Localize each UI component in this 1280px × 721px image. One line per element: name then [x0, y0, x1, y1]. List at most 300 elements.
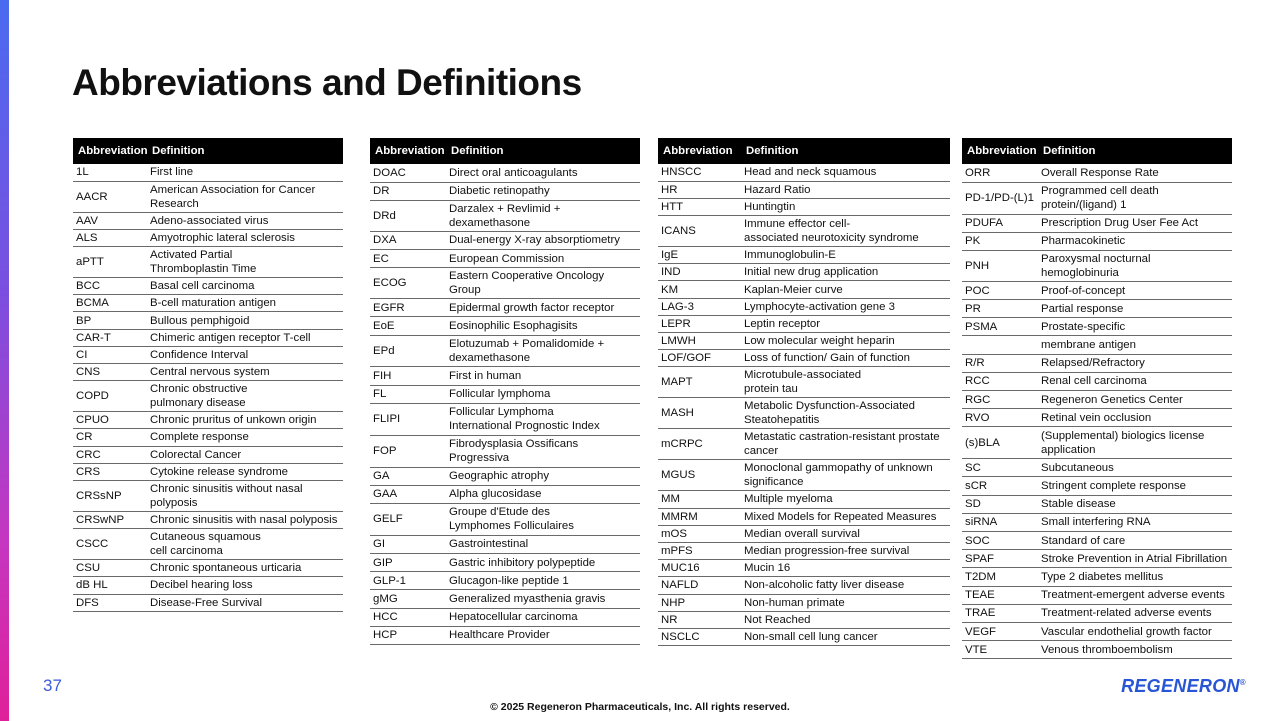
logo-text: REGENERON	[1121, 676, 1240, 696]
page-number: 37	[43, 676, 62, 695]
definition-cell: European Commission	[446, 250, 640, 268]
table-row	[962, 164, 1232, 182]
table-row	[962, 622, 1232, 640]
definition-cell: Direct oral anticoagulants	[446, 164, 640, 182]
definition-cell: Bullous pemphigoid	[147, 312, 343, 329]
definition-cell: Chronic sinusitis without nasal polyposis	[147, 480, 343, 511]
abbreviation-cell: MM	[658, 491, 741, 508]
table-row	[370, 435, 640, 467]
definition-cell: Kaplan-Meier curve	[741, 281, 950, 298]
abbreviation-cell: PR	[962, 300, 1038, 318]
abbreviation-cell: PDUFA	[962, 214, 1038, 232]
definition-cell: Colorectal Cancer	[147, 446, 343, 463]
abbreviation-cell: NHP	[658, 594, 741, 611]
definition-cell: Decibel hearing loss	[147, 577, 343, 594]
table-row	[962, 427, 1232, 459]
table-row	[370, 403, 640, 435]
definition-cell: B-cell maturation antigen	[147, 295, 343, 312]
abbreviation-cell: GI	[370, 535, 446, 553]
definition-cell: Paroxysmal nocturnal hemoglobinuria	[1038, 250, 1232, 281]
table-row	[658, 247, 950, 264]
definition-cell: Multiple myeloma	[741, 491, 950, 508]
page-title: Abbreviations and Definitions	[72, 62, 582, 103]
table-row	[73, 329, 343, 346]
abbreviation-cell: AACR	[73, 181, 147, 212]
abbreviation-cell: ORR	[962, 164, 1038, 182]
definition-cell: Chronic sinusitis with nasal polyposis	[147, 511, 343, 528]
table-header-row	[962, 138, 1232, 164]
table-row	[658, 542, 950, 559]
abbreviation-cell: GA	[370, 467, 446, 485]
definition-cell: Metastatic castration-resistant prostate cancer	[741, 429, 950, 460]
table-row	[962, 604, 1232, 622]
definition-cell: Non-alcoholic fatty liver disease	[741, 577, 950, 594]
definition-cell: Generalized myasthenia gravis	[446, 590, 640, 608]
abbreviation-cell: RGC	[962, 391, 1038, 409]
abbreviation-table-2	[370, 138, 640, 645]
abbreviation-cell: gMG	[370, 590, 446, 608]
abbreviation-header: Abbreviation	[370, 138, 446, 164]
abbreviation-cell: VEGF	[962, 622, 1038, 640]
definition-cell: Lymphocyte-activation gene 3	[741, 298, 950, 315]
abbreviation-cell: COPD	[73, 381, 147, 412]
table-row	[370, 608, 640, 626]
abbreviation-cell: POC	[962, 281, 1038, 299]
definition-cell: Proof-of-concept	[1038, 281, 1232, 299]
abbreviation-cell: MMRM	[658, 508, 741, 525]
abbreviation-header: Abbreviation	[962, 138, 1038, 164]
table-row	[658, 181, 950, 198]
table-row	[370, 626, 640, 644]
definition-cell: American Association for Cancer Research	[147, 181, 343, 212]
abbreviation-cell: MASH	[658, 398, 741, 429]
definition-cell: Complete response	[147, 429, 343, 446]
definition-cell: Glucagon-like peptide 1	[446, 572, 640, 590]
table-row	[658, 164, 950, 181]
table-row	[370, 268, 640, 299]
table-row	[658, 460, 950, 491]
table-row	[73, 381, 343, 412]
abbreviation-cell: DXA	[370, 231, 446, 249]
definition-cell: Loss of function/ Gain of function	[741, 350, 950, 367]
table-row	[962, 250, 1232, 281]
abbreviation-cell: NSCLC	[658, 628, 741, 645]
table-row	[962, 495, 1232, 513]
abbreviation-cell: FIH	[370, 367, 446, 385]
definition-cell: Mucin 16	[741, 560, 950, 577]
definition-cell: Microtubule-associated protein tau	[741, 367, 950, 398]
definition-cell: Mixed Models for Repeated Measures	[741, 508, 950, 525]
table-row	[370, 535, 640, 553]
registered-mark: ®	[1239, 678, 1246, 687]
abbreviation-cell: T2DM	[962, 568, 1038, 586]
definition-cell: Diabetic retinopathy	[446, 182, 640, 200]
definition-cell: Hepatocellular carcinoma	[446, 608, 640, 626]
abbreviation-table-3	[658, 138, 950, 646]
abbreviation-cell: SC	[962, 459, 1038, 477]
abbreviation-cell: CRC	[73, 446, 147, 463]
abbreviation-cell: CRSwNP	[73, 511, 147, 528]
table-row	[370, 231, 640, 249]
abbreviation-cell: HR	[658, 181, 741, 198]
definition-cell: (Supplemental) biologics license application	[1038, 427, 1232, 459]
abbreviation-cell: FOP	[370, 435, 446, 467]
definition-cell: Programmed cell death protein/(ligand) 1	[1038, 182, 1232, 214]
definition-cell: Cytokine release syndrome	[147, 463, 343, 480]
table-row	[73, 560, 343, 577]
table-row	[658, 216, 950, 247]
definition-cell: Non-small cell lung cancer	[741, 628, 950, 645]
table-row	[962, 409, 1232, 427]
abbreviation-cell: DFS	[73, 594, 147, 611]
table-row	[962, 477, 1232, 495]
table-header-row	[73, 138, 343, 164]
abbreviation-cell: EPd	[370, 335, 446, 367]
definition-header: Definition	[741, 138, 950, 164]
definition-cell: Confidence Interval	[147, 346, 343, 363]
table-row	[962, 372, 1232, 390]
abbreviation-cell: siRNA	[962, 513, 1038, 531]
table-row	[658, 350, 950, 367]
table-row	[73, 594, 343, 611]
definition-cell: Leptin receptor	[741, 315, 950, 332]
table-row	[370, 299, 640, 317]
definition-cell: Type 2 diabetes mellitus	[1038, 568, 1232, 586]
definition-header: Definition	[1038, 138, 1232, 164]
definition-cell: Monoclonal gammopathy of unknown significance	[741, 460, 950, 491]
abbreviation-cell: IgE	[658, 247, 741, 264]
definition-cell: Amyotrophic lateral sclerosis	[147, 229, 343, 246]
definition-cell: Follicular lymphoma	[446, 385, 640, 403]
abbreviation-cell: MUC16	[658, 560, 741, 577]
abbreviation-cell: NR	[658, 611, 741, 628]
abbreviation-cell: DR	[370, 182, 446, 200]
abbreviation-cell: mCRPC	[658, 429, 741, 460]
abbreviation-cell: CSU	[73, 560, 147, 577]
abbreviation-cell: HCC	[370, 608, 446, 626]
abbreviation-header: Abbreviation	[73, 138, 147, 164]
table-row	[73, 511, 343, 528]
abbreviation-cell: GLP-1	[370, 572, 446, 590]
abbreviation-cell: DRd	[370, 200, 446, 231]
definition-cell: Chimeric antigen receptor T-cell	[147, 329, 343, 346]
table-row	[658, 333, 950, 350]
abbreviation-cell: BCMA	[73, 295, 147, 312]
abbreviation-cell: PSMA	[962, 318, 1038, 336]
table-row	[658, 491, 950, 508]
abbreviation-cell: GAA	[370, 485, 446, 503]
abbreviation-cell: CPUO	[73, 412, 147, 429]
abbreviation-cell: mOS	[658, 525, 741, 542]
abbreviation-cell: SOC	[962, 532, 1038, 550]
abbreviation-cell: mPFS	[658, 542, 741, 559]
definition-cell: Cutaneous squamous cell carcinoma	[147, 529, 343, 560]
abbreviation-cell: ICANS	[658, 216, 741, 247]
table-row	[73, 164, 343, 181]
definition-cell: Epidermal growth factor receptor	[446, 299, 640, 317]
table-row	[73, 429, 343, 446]
abbreviation-cell: HTT	[658, 198, 741, 215]
abbreviation-cell: EoE	[370, 317, 446, 335]
abbreviation-cell: KM	[658, 281, 741, 298]
definition-cell: Disease-Free Survival	[147, 594, 343, 611]
definition-cell: Venous thromboembolism	[1038, 641, 1232, 659]
table-row	[658, 198, 950, 215]
definition-header: Definition	[446, 138, 640, 164]
table-row	[73, 295, 343, 312]
definition-cell: Vascular endothelial growth factor	[1038, 622, 1232, 640]
definition-cell: Pharmacokinetic	[1038, 232, 1232, 250]
abbreviation-cell: TRAE	[962, 604, 1038, 622]
definition-cell: Darzalex + Revlimid + dexamethasone	[446, 200, 640, 231]
abbreviation-cell: GELF	[370, 503, 446, 535]
table-row	[962, 513, 1232, 531]
table-row	[73, 212, 343, 229]
table-row	[658, 298, 950, 315]
abbreviation-cell: CNS	[73, 364, 147, 381]
regeneron-logo	[1121, 676, 1246, 697]
abbreviation-cell: sCR	[962, 477, 1038, 495]
abbreviation-cell: (s)BLA	[962, 427, 1038, 459]
table-row	[658, 628, 950, 645]
definition-cell: Eosinophilic Esophagisits	[446, 317, 640, 335]
abbreviation-cell: AAV	[73, 212, 147, 229]
abbreviation-cell: HNSCC	[658, 164, 741, 181]
table-row	[658, 560, 950, 577]
abbreviation-cell: ECOG	[370, 268, 446, 299]
table-row	[370, 164, 640, 182]
definition-cell: Chronic spontaneous urticaria	[147, 560, 343, 577]
table-row	[658, 577, 950, 594]
abbreviation-cell: FL	[370, 385, 446, 403]
table-row	[73, 480, 343, 511]
table-row	[73, 278, 343, 295]
abbreviation-cell: HCP	[370, 626, 446, 644]
definition-cell: Median progression-free survival	[741, 542, 950, 559]
table-row	[370, 572, 640, 590]
abbreviation-cell: CSCC	[73, 529, 147, 560]
table-row	[658, 611, 950, 628]
definition-cell: Small interfering RNA	[1038, 513, 1232, 531]
definition-cell: First in human	[446, 367, 640, 385]
definition-cell: Hazard Ratio	[741, 181, 950, 198]
definition-cell: Non-human primate	[741, 594, 950, 611]
table-row	[962, 459, 1232, 477]
definition-cell: Healthcare Provider	[446, 626, 640, 644]
table-row	[73, 577, 343, 594]
table-row	[962, 214, 1232, 232]
table-row	[73, 364, 343, 381]
definition-cell: Prostate-specific	[1038, 318, 1232, 336]
table-row	[370, 385, 640, 403]
abbreviation-table-4	[962, 138, 1232, 659]
abbreviation-cell: EGFR	[370, 299, 446, 317]
definition-cell: Activated Partial Thromboplastin Time	[147, 247, 343, 278]
table-row	[370, 485, 640, 503]
table-row	[73, 247, 343, 278]
table-row	[658, 398, 950, 429]
definition-cell: membrane antigen	[1038, 336, 1232, 354]
definition-cell: First line	[147, 164, 343, 181]
definition-cell: Metabolic Dysfunction-Associated Steatohepatitis	[741, 398, 950, 429]
definition-cell: Chronic obstructive pulmonary disease	[147, 381, 343, 412]
abbreviation-cell: RVO	[962, 409, 1038, 427]
table-row	[962, 281, 1232, 299]
abbreviation-cell: SPAF	[962, 550, 1038, 568]
abbreviation-cell: EC	[370, 250, 446, 268]
definition-cell: Central nervous system	[147, 364, 343, 381]
accent-gradient-bar	[0, 0, 9, 721]
table-row	[962, 182, 1232, 214]
table-row	[962, 318, 1232, 336]
definition-cell: Prescription Drug User Fee Act	[1038, 214, 1232, 232]
abbreviation-cell: CI	[73, 346, 147, 363]
table-row	[962, 568, 1232, 586]
definition-cell: Subcutaneous	[1038, 459, 1232, 477]
definition-cell: Huntingtin	[741, 198, 950, 215]
abbreviation-cell: RCC	[962, 372, 1038, 390]
table-row	[962, 550, 1232, 568]
table-row	[73, 463, 343, 480]
table-row	[962, 532, 1232, 550]
table-row	[370, 317, 640, 335]
table-row	[73, 412, 343, 429]
table-row	[658, 367, 950, 398]
definition-cell: Dual-energy X-ray absorptiometry	[446, 231, 640, 249]
abbreviation-cell: LAG-3	[658, 298, 741, 315]
abbreviation-cell: NAFLD	[658, 577, 741, 594]
abbreviation-cell: LMWH	[658, 333, 741, 350]
definition-cell: Basal cell carcinoma	[147, 278, 343, 295]
definition-cell: Stringent complete response	[1038, 477, 1232, 495]
table-header-row	[658, 138, 950, 164]
abbreviation-cell: LOF/GOF	[658, 350, 741, 367]
abbreviation-cell: CRS	[73, 463, 147, 480]
definition-cell: Standard of care	[1038, 532, 1232, 550]
table-row	[73, 229, 343, 246]
table-row	[962, 336, 1232, 354]
table-row	[370, 553, 640, 571]
abbreviation-cell: PD-1/PD-(L)1	[962, 182, 1038, 214]
table-row	[962, 354, 1232, 372]
abbreviation-cell	[962, 336, 1038, 354]
table-row	[962, 300, 1232, 318]
definition-cell: Median overall survival	[741, 525, 950, 542]
abbreviation-cell: GIP	[370, 553, 446, 571]
abbreviation-cell: R/R	[962, 354, 1038, 372]
definition-header: Definition	[147, 138, 343, 164]
table-row	[370, 250, 640, 268]
table-row	[73, 312, 343, 329]
definition-cell: Immunoglobulin-E	[741, 247, 950, 264]
definition-cell: Stable disease	[1038, 495, 1232, 513]
table-row	[370, 367, 640, 385]
definition-cell: Head and neck squamous	[741, 164, 950, 181]
abbreviation-cell: 1L	[73, 164, 147, 181]
definition-cell: Partial response	[1038, 300, 1232, 318]
copyright-notice: © 2025 Regeneron Pharmaceuticals, Inc. All rights reserved.	[490, 701, 790, 713]
table-row	[370, 335, 640, 367]
abbreviation-cell: SD	[962, 495, 1038, 513]
abbreviation-table-1	[73, 138, 343, 612]
definition-cell: Treatment-emergent adverse events	[1038, 586, 1232, 604]
table-row	[370, 503, 640, 535]
table-header-row	[370, 138, 640, 164]
definition-cell: Adeno-associated virus	[147, 212, 343, 229]
table-row	[370, 200, 640, 231]
abbreviation-cell: BCC	[73, 278, 147, 295]
definition-cell: Relapsed/Refractory	[1038, 354, 1232, 372]
definition-cell: Geographic atrophy	[446, 467, 640, 485]
table-row	[73, 346, 343, 363]
definition-cell: Renal cell carcinoma	[1038, 372, 1232, 390]
table-row	[370, 467, 640, 485]
table-row	[73, 529, 343, 560]
table-row	[658, 315, 950, 332]
table-row	[658, 429, 950, 460]
abbreviation-cell: VTE	[962, 641, 1038, 659]
table-row	[658, 264, 950, 281]
abbreviation-cell: CRSsNP	[73, 480, 147, 511]
abbreviation-cell: CAR-T	[73, 329, 147, 346]
abbreviation-cell: dB HL	[73, 577, 147, 594]
definition-cell: Overall Response Rate	[1038, 164, 1232, 182]
definition-cell: Chronic pruritus of unkown origin	[147, 412, 343, 429]
table-row	[658, 508, 950, 525]
abbreviation-cell: ALS	[73, 229, 147, 246]
table-row	[962, 232, 1232, 250]
definition-cell: Immune effector cell- associated neurotoxicity syndrome	[741, 216, 950, 247]
definition-cell: Regeneron Genetics Center	[1038, 391, 1232, 409]
table-row	[370, 590, 640, 608]
definition-cell: Treatment-related adverse events	[1038, 604, 1232, 622]
table-row	[962, 391, 1232, 409]
table-row	[658, 525, 950, 542]
definition-cell: Gastrointestinal	[446, 535, 640, 553]
abbreviation-cell: CR	[73, 429, 147, 446]
abbreviation-cell: MGUS	[658, 460, 741, 491]
definition-cell: Not Reached	[741, 611, 950, 628]
definition-cell: Eastern Cooperative Oncology Group	[446, 268, 640, 299]
definition-cell: Alpha glucosidase	[446, 485, 640, 503]
abbreviation-cell: aPTT	[73, 247, 147, 278]
table-row	[73, 446, 343, 463]
definition-cell: Fibrodysplasia Ossificans Progressiva	[446, 435, 640, 467]
definition-cell: Elotuzumab + Pomalidomide + dexamethasone	[446, 335, 640, 367]
definition-cell: Stroke Prevention in Atrial Fibrillation	[1038, 550, 1232, 568]
abbreviation-header: Abbreviation	[658, 138, 741, 164]
abbreviation-cell: MAPT	[658, 367, 741, 398]
table-row	[73, 181, 343, 212]
table-row	[658, 281, 950, 298]
abbreviation-cell: PK	[962, 232, 1038, 250]
abbreviation-cell: TEAE	[962, 586, 1038, 604]
abbreviation-cell: FLIPI	[370, 403, 446, 435]
table-row	[658, 594, 950, 611]
definition-cell: Follicular Lymphoma International Prognostic Index	[446, 403, 640, 435]
table-row	[962, 586, 1232, 604]
abbreviation-cell: IND	[658, 264, 741, 281]
abbreviation-cell: LEPR	[658, 315, 741, 332]
definition-cell: Retinal vein occlusion	[1038, 409, 1232, 427]
table-row	[370, 182, 640, 200]
definition-cell: Initial new drug application	[741, 264, 950, 281]
definition-cell: Gastric inhibitory polypeptide	[446, 553, 640, 571]
abbreviation-cell: DOAC	[370, 164, 446, 182]
definition-cell: Groupe d'Etude des Lymphomes Folliculaires	[446, 503, 640, 535]
abbreviation-cell: PNH	[962, 250, 1038, 281]
table-row	[962, 641, 1232, 659]
